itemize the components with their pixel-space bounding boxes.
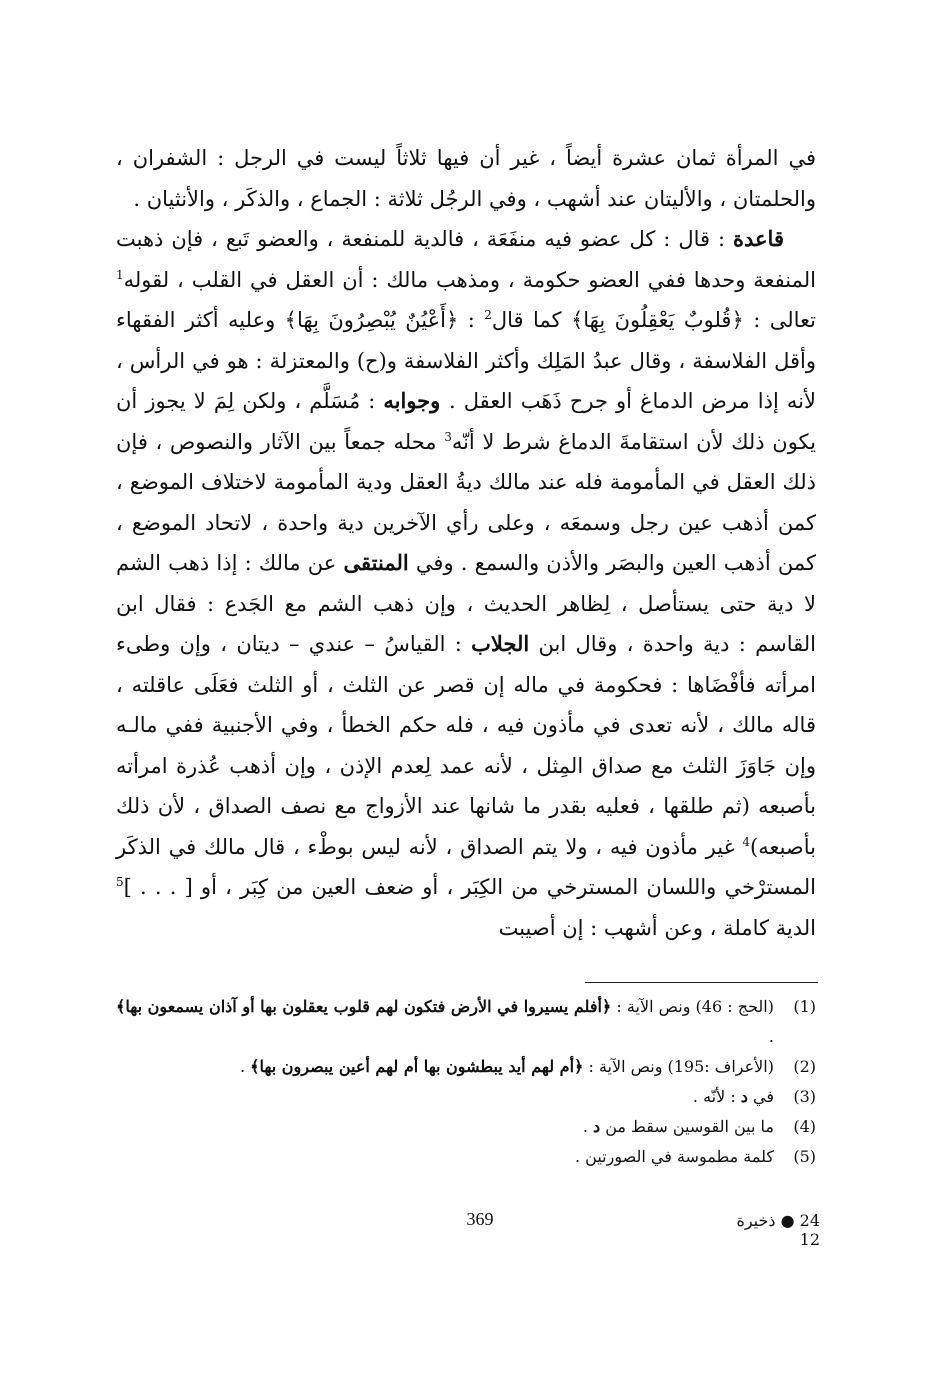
footnote-number: (4)	[793, 1117, 816, 1136]
quran-quote: ﴿أفلم يسيروا في الأرض فتكون لهم قلوب يعقلون بها أو آذان يسمعون بها﴾	[116, 997, 612, 1016]
footnote-number: (5)	[793, 1147, 816, 1166]
signature-mark: 24 ● ذخيرة 12	[736, 1211, 820, 1249]
footnote-5: (5) كلمة مطموسة في الصورتين .	[116, 1142, 816, 1172]
footnote-1: (1) (الحج : 46) ونص الآية : ﴿أفلم يسيروا في الأرض فتكون لهم قلوب يعقلون بها أو آذان يسمعون بها﴾ .	[116, 992, 816, 1052]
manuscript-siglum: د	[593, 1117, 601, 1136]
footnote-ref-1: 1	[116, 267, 124, 282]
footnotes	[116, 992, 816, 1172]
footnote-ref-5: 5	[116, 875, 124, 889]
footnote-number: (2)	[793, 1057, 816, 1076]
rule-heading: قاعدة	[733, 226, 784, 251]
footnote-number: (3)	[793, 1087, 816, 1106]
footnote-4: (4) ما بين القوسين سقط من د .	[116, 1112, 816, 1142]
book-title-muntaqa: المنتقى	[343, 550, 409, 575]
footnote-divider	[585, 982, 818, 983]
footnote-2: (2) (الأعراف :195) ونص الآية : ﴿أم لهم أيد يبطشون بها أم لهم أعين يبصرون بها﴾ .	[116, 1052, 816, 1082]
footnote-3: (3) في د : لأنّه .	[116, 1082, 816, 1112]
author-name-jallab: الجلاب	[471, 631, 530, 656]
answer-heading: وجوابه	[383, 388, 449, 413]
quran-quote: ﴿أم لهم أيد يبطشون بها أم لهم أعين يبصرون بها﴾	[250, 1057, 584, 1076]
footnote-number: (1)	[793, 997, 816, 1016]
footnote-ref-4: 4	[742, 834, 750, 849]
paragraph-2: قاعدة : قال : كل عضو فيه منفَعَة ، فالدية للمنفعة ، والعضو تَبع ، فإن ذهبت المنفعة وحدها ففي العضو حكومة ، ومذهب مالك : أن العقل في القلب ، لقوله$^1$ تعالى : ﴿قُلوبٌ يَعْقِلُونَ بِهَا﴾ كما قال$^2$ : ﴿أَعْيُنٌ يُبْصِرُونَ بِهَا﴾ وعليه أكثر الفقهاء وأقل الفلاسفة ، وقال عبدُ المَلِك وأكثر الفلاسفة و(ح) والمعتزلة : هو في الرأس ، لأنه إذا مرض الدماغ أو جرح ذَهَب العقل . وجوابه : مُسَلَّم ، ولكن لِمَ لا يجوز أن يكون ذلك لأن استقامةَ الدماغ شرط لا أنّه$^3$ محله جمعاً بين الآثار والنصوص ، فإن ذلك العقل في المأمومة فله عند مالك ديةُ العقل ودية المأمومة لاختلاف الموضع ، كمن أذهب عين رجل وسمعَه ، وعلى رأي الآخرين دية واحدة ، لاتحاد الموضع ، كمن أذهب العين والبصَر والأذن والسمع . وفي المنتقى عن مالك : إذا ذهب الشم لا دية حتى يستأصل ، لِظاهر الحديث ، وإن ذهب الشم مع الجَدع : فقال ابن القاسم : دية واحدة ، وقال ابن الجلاب : القياسُ – عندي – ديتان ، وإن وطىء امرأته فأفْضَاها : فحكومة في ماله إن قصر عن الثلث ، أو الثلث فعَلَى عاقلته ، قاله مالك ، لأنه تعدى في مأذون فيه ، فله حكم الخطأ ، وفي الأجنبية ففي مالـه وإن جَاوَزَ الثلث مع صداق المِثل ، لأنه عمد لِعدم الإذن ، وإن أذهب عُذرة امرأته بأصبعه (ثم طلقها ، فعليه بقدر ما شانها عند الأزواج مع نصف الصداق ، لأن ذلك بأصبعه)$^4$ غير مأذون فيه ، ولا يتم الصداق ، لأنه ليس بوطْء ، قال مالك في الذكَر المسترْخي واللسان المسترخي من الكِبَر ، أو ضعف العين من كِبَر ، أو [ . . . ]$^5$ الدية كاملة ، وعن أشهب : إن أصيبت	[116, 226, 816, 940]
manuscript-siglum: د	[740, 1087, 748, 1106]
paragraph-1: في المرأة ثمان عشرة أيضاً ، غير أن فيها ثلاثاً ليست في الرجل : الشفران ، والحلمتان ، والأليتان عند أشهب ، وفي الرجُل ثلاثة : الجماع ، والذكَر ، والأنثيان .	[116, 146, 816, 211]
footnote-ref-3: 3	[444, 429, 452, 444]
main-text	[116, 138, 816, 948]
footnote-ref-2: 2	[484, 308, 492, 322]
page-number: 369	[466, 1209, 494, 1229]
